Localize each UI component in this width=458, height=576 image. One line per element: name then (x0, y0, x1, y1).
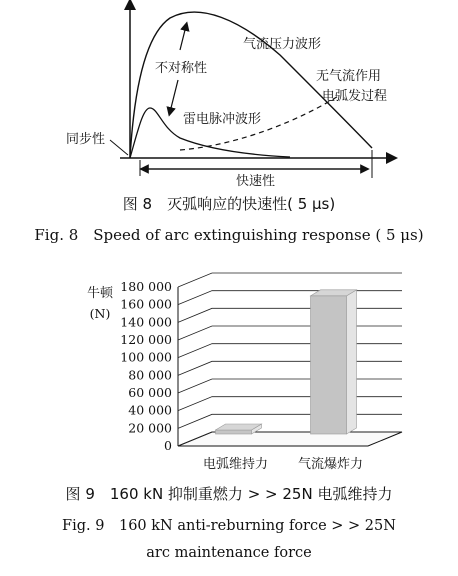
fig8-caption-cn: 图 8 灭弧响应的快速性( 5 μs) (122, 195, 336, 213)
chart-gridline (178, 344, 402, 358)
bar-front-1 (311, 296, 347, 434)
fig9-caption-en-line1: Fig. 9 160 kN anti-reburning force > > 25N (62, 518, 396, 534)
chart-y-tick-label: 120 000 (120, 332, 172, 347)
fig9-caption-en-line2: arc maintenance force (146, 545, 312, 561)
chart-category-label: 电弧维持力 (202, 457, 269, 472)
chart-gridline (178, 326, 402, 340)
chart-y-tick-label: 140 000 (120, 314, 172, 330)
label-no-airflow-2: 电弧发过程 (322, 89, 388, 104)
chart-y-tick-label: 160 000 (120, 296, 172, 312)
chart-y-tick-label: 60 000 (128, 385, 172, 400)
label-fast: 快速性 (236, 174, 276, 189)
chart-gridline (178, 291, 402, 305)
label-asymmetry: 不对称性 (155, 61, 208, 76)
chart-y-axis-unit: (N) (89, 306, 111, 321)
fig9-caption-cn: 图 9 160 kN 抑制重燃力 > > 25N 电弧维持力 (65, 485, 393, 503)
label-no-airflow-1: 无气流作用 (316, 69, 382, 84)
bar-front-0 (216, 430, 252, 434)
chart-category-label: 气流爆炸力 (297, 457, 364, 472)
chart-gridline (178, 308, 402, 322)
chart-y-tick-label: 180 000 (120, 279, 172, 294)
chart-gridline (178, 414, 402, 428)
chart-gridline (178, 397, 402, 411)
chart-y-tick-label: 20 000 (128, 420, 172, 436)
chart-gridline (178, 273, 402, 287)
chart-y-tick-label: 0 (164, 438, 172, 453)
label-lightning: 雷电脉冲波形 (183, 112, 262, 127)
label-sync: 同步性 (66, 132, 106, 147)
chart-y-tick-label: 80 000 (128, 367, 172, 383)
chart-y-tick-label: 100 000 (120, 349, 172, 365)
chart-y-tick-label: 40 000 (128, 402, 172, 418)
fig8-caption-en: Fig. 8 Speed of arc extinguishing response ( 5 μs) (34, 226, 424, 244)
chart-gridline (178, 361, 402, 375)
chart-y-axis-title: 牛顿 (86, 286, 114, 301)
label-airflow-pressure: 气流压力波形 (243, 37, 322, 52)
bar-side-1 (347, 290, 357, 434)
chart-floor (178, 432, 402, 446)
chart-gridline (178, 379, 402, 393)
